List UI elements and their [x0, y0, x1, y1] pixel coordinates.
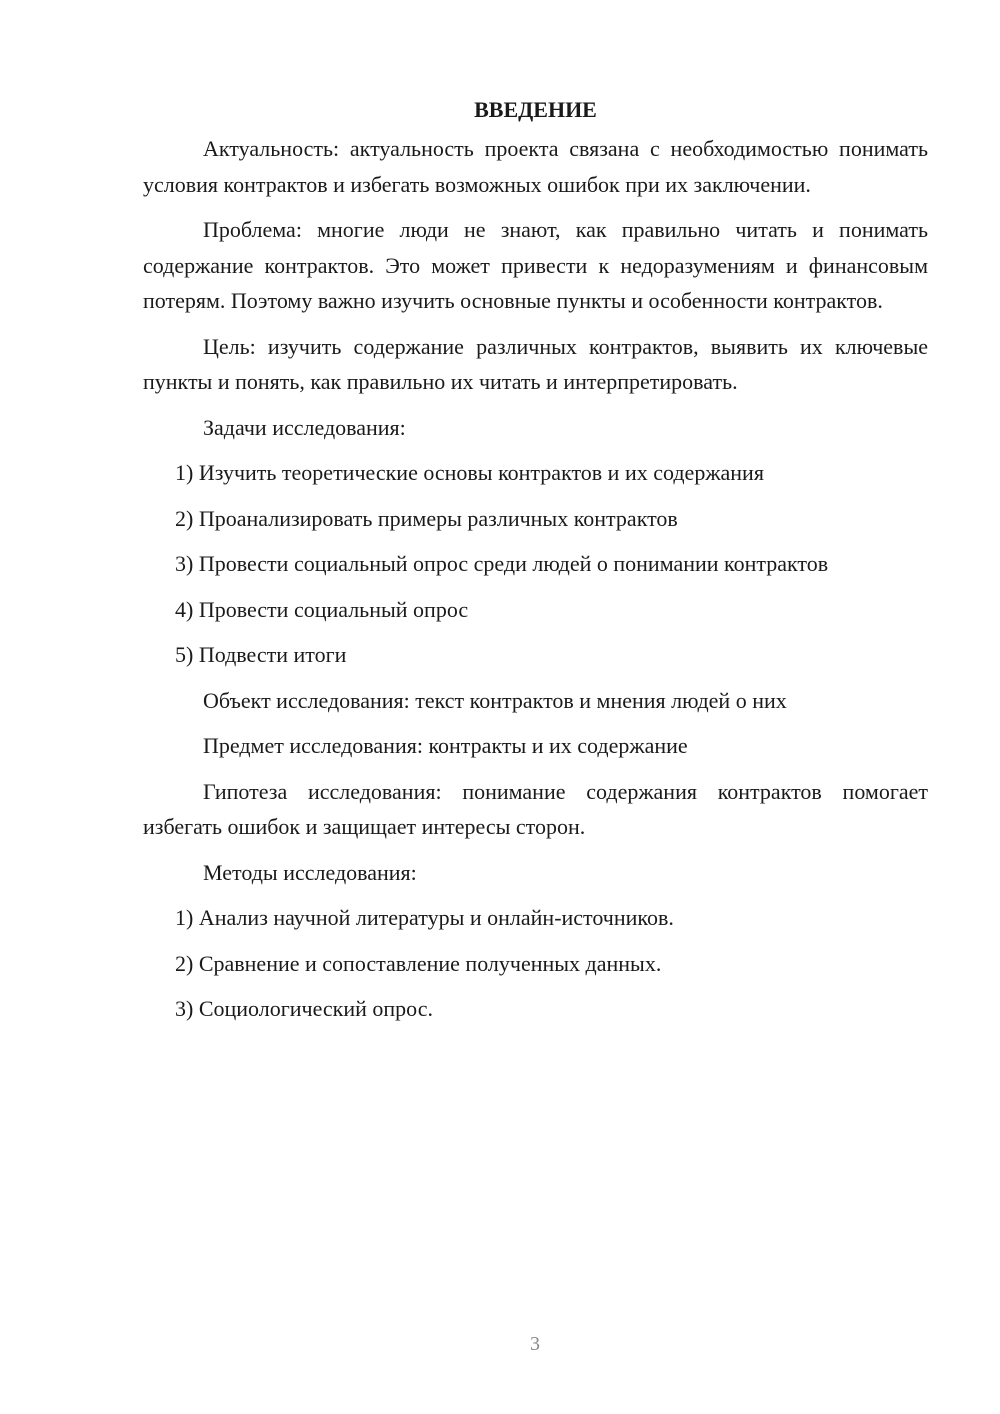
object-line: Объект исследования: текст контрактов и мнения людей о них — [203, 687, 787, 713]
methods-heading: Методы исследования: — [203, 859, 417, 885]
task-item: 1) Изучить теоретические основы контрактов и их содержания — [175, 460, 764, 485]
task-item: 3) Провести социальный опрос среди людей о понимании контрактов — [175, 551, 829, 576]
method-item: 2) Сравнение и сопоставление полученных данных. — [175, 950, 662, 976]
page-title: ВВЕДЕНИЕ — [474, 97, 597, 122]
task-item: 2) Проанализировать примеры различных контрактов — [175, 505, 678, 531]
document-page — [143, 92, 928, 1037]
task-item: 5) Подвести итоги — [175, 642, 347, 667]
hypothesis-paragraph: Гипотеза исследования: понимание содержания контрактов помогает избегать ошибок и защищает интересы сторон. — [143, 778, 928, 839]
tasks-heading: Задачи исследования: — [203, 414, 406, 440]
method-item: 3) Социологический опрос. — [175, 996, 433, 1021]
method-item: 1) Анализ научной литературы и онлайн-источников. — [175, 905, 674, 930]
goal-paragraph: Цель: изучить содержание различных контрактов, выявить их ключевые пункты и понять, как правильно их читать и интерпретировать. — [143, 333, 928, 394]
subject-line: Предмет исследования: контракты и их содержание — [203, 733, 688, 758]
task-item: 4) Провести социальный опрос — [175, 596, 469, 622]
page-number: 3 — [530, 1333, 540, 1355]
relevance-paragraph: Актуальность: актуальность проекта связана с необходимостью понимать условия контрактов и избегать возможных ошибок при их заключении. — [143, 136, 928, 197]
problem-paragraph: Проблема: многие люди не знают, как правильно читать и понимать содержание контрактов. Это может привести к недоразумениям и финансовым потерям. Поэтому важно изучить основные пункты и особенности контрактов. — [143, 217, 928, 313]
